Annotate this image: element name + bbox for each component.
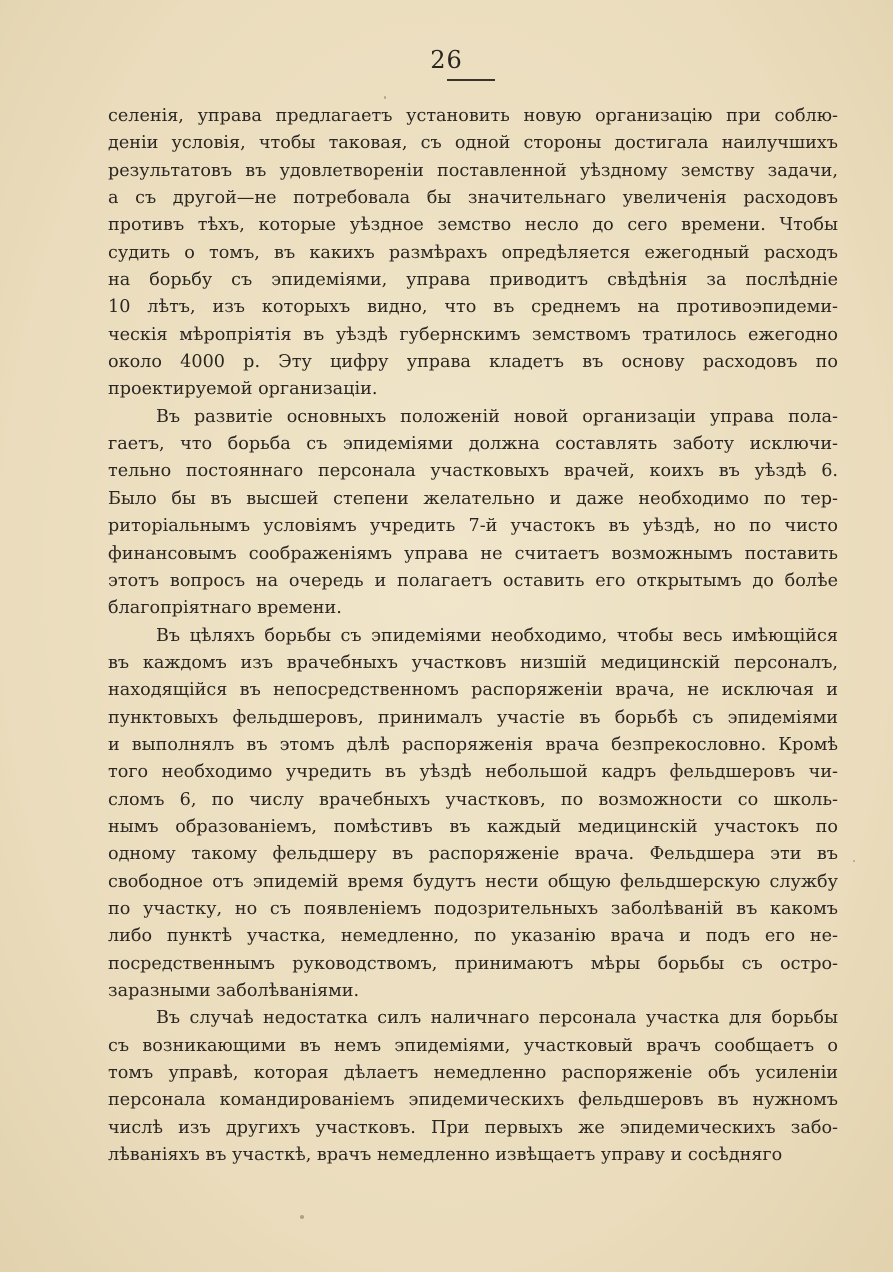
- text-line: тельно постояннаго персонала участковыхъ врачей, коихъ въ уѣздѣ 6.: [108, 461, 838, 482]
- body-text: [108, 103, 838, 1169]
- text-line: на борьбу съ эпидеміями, управа приводитъ свѣдѣнія за послѣдніе: [108, 270, 838, 291]
- text-line: съ возникающими въ немъ эпидеміями, участковый врачъ сообщаетъ о: [108, 1035, 838, 1056]
- text-line: по участку, но съ появленіемъ подозрительныхъ заболѣваній въ какомъ: [108, 898, 838, 919]
- text-line: свободное отъ эпидемій время будутъ нести общую фельдшерскую службу: [108, 871, 838, 892]
- text-line: благопріятнаго времени.: [108, 598, 342, 619]
- paragraph: [108, 623, 838, 1006]
- text-line: Въ развитіе основныхъ положеній новой организаціи управа пола-: [156, 406, 838, 427]
- text-line: финансовымъ соображеніямъ управа не считаетъ возможнымъ поставить: [108, 543, 838, 564]
- page-number-container: [0, 46, 893, 74]
- text-line: пунктовыхъ фельдшеровъ, принималъ участіе въ борьбѣ съ эпидеміями: [108, 707, 838, 728]
- text-line: судить о томъ, въ какихъ размѣрахъ опредѣляется ежегодный расходъ: [108, 242, 838, 263]
- text-line: нымъ образованіемъ, помѣстивъ въ каждый медицинскій участокъ по: [108, 816, 838, 837]
- text-line: Въ цѣляхъ борьбы съ эпидеміями необходимо, чтобы весь имѣющійся: [156, 625, 838, 646]
- text-line: деніи условія, чтобы таковая, съ одной стороны достигала наилучшихъ: [108, 133, 838, 154]
- text-line: этотъ вопросъ на очередь и полагаетъ оставить его открытымъ до болѣе: [108, 570, 838, 591]
- text-line: томъ управѣ, которая дѣлаетъ немедленно распоряженіе объ усиленіи: [108, 1063, 838, 1084]
- text-line: числѣ изъ другихъ участковъ. При первыхъ же эпидемическихъ забо-: [108, 1117, 838, 1138]
- text-line: ческія мѣропріятія въ уѣздѣ губернскимъ земствомъ тратилось ежегодно: [108, 324, 838, 345]
- text-line: персонала командированіемъ эпидемическихъ фельдшеровъ въ нужномъ: [108, 1090, 838, 1111]
- text-line: Въ случаѣ недостатка силъ наличнаго персонала участка для борьбы: [156, 1008, 838, 1029]
- text-line: Было бы въ высшей степени желательно и даже необходимо по тер-: [108, 488, 838, 509]
- text-line: въ каждомъ изъ врачебныхъ участковъ низшій медицинскій персоналъ,: [108, 652, 838, 673]
- text-line: 10 лѣтъ, изъ которыхъ видно, что въ среднемъ на противоэпидеми-: [108, 297, 838, 318]
- text-line: и выполнялъ въ этомъ дѣлѣ распоряженія врача безпрекословно. Кромѣ: [108, 734, 838, 755]
- paragraph: [108, 1005, 838, 1169]
- text-line: одному такому фельдшеру въ распоряженіе врача. Фельдшера эти въ: [108, 844, 838, 865]
- text-line: результатовъ въ удовлетвореніи поставленной уѣздному земству задачи,: [108, 160, 838, 181]
- text-line: противъ тѣхъ, которые уѣздное земство несло до сего времени. Чтобы: [108, 215, 838, 236]
- paragraph: [108, 103, 838, 404]
- paper-speck: [853, 860, 855, 862]
- page-number: 26: [430, 46, 463, 74]
- text-line: находящійся въ непосредственномъ распоряженіи врача, не исключая и: [108, 680, 838, 701]
- text-line: проектируемой организаціи.: [108, 379, 378, 400]
- text-line: селенія, управа предлагаетъ установить новую организацію при соблю-: [108, 106, 838, 126]
- text-line: сломъ 6, по числу врачебныхъ участковъ, по возможности со школь-: [108, 789, 838, 810]
- page-number-underline: [447, 79, 495, 81]
- text-line: риторіальнымъ условіямъ учредить 7-й участокъ въ уѣздѣ, но по чисто: [108, 516, 838, 537]
- paper-speck: [384, 96, 386, 99]
- text-line: гаетъ, что борьба съ эпидеміями должна составлять заботу исключи-: [108, 434, 838, 455]
- text-line: того необходимо учредить въ уѣздѣ небольшой кадръ фельдшеровъ чи-: [108, 762, 838, 783]
- paper-speck: [300, 1215, 304, 1219]
- paragraph: [108, 404, 838, 623]
- text-line: заразными заболѣваніями.: [108, 981, 360, 1001]
- text-line: посредственнымъ руководствомъ, принимаютъ мѣры борьбы съ остро-: [108, 953, 838, 974]
- text-line: либо пунктѣ участка, немедленно, по указанію врача и подъ его не-: [108, 926, 838, 947]
- text-line: лѣваніяхъ въ участкѣ, врачъ немедленно извѣщаетъ управу и сосѣдняго: [108, 1145, 783, 1166]
- text-line: около 4000 р. Эту цифру управа кладетъ въ основу расходовъ по: [108, 352, 838, 373]
- text-line: а съ другой—не потребовала бы значительнаго увеличенія расходовъ: [108, 188, 838, 209]
